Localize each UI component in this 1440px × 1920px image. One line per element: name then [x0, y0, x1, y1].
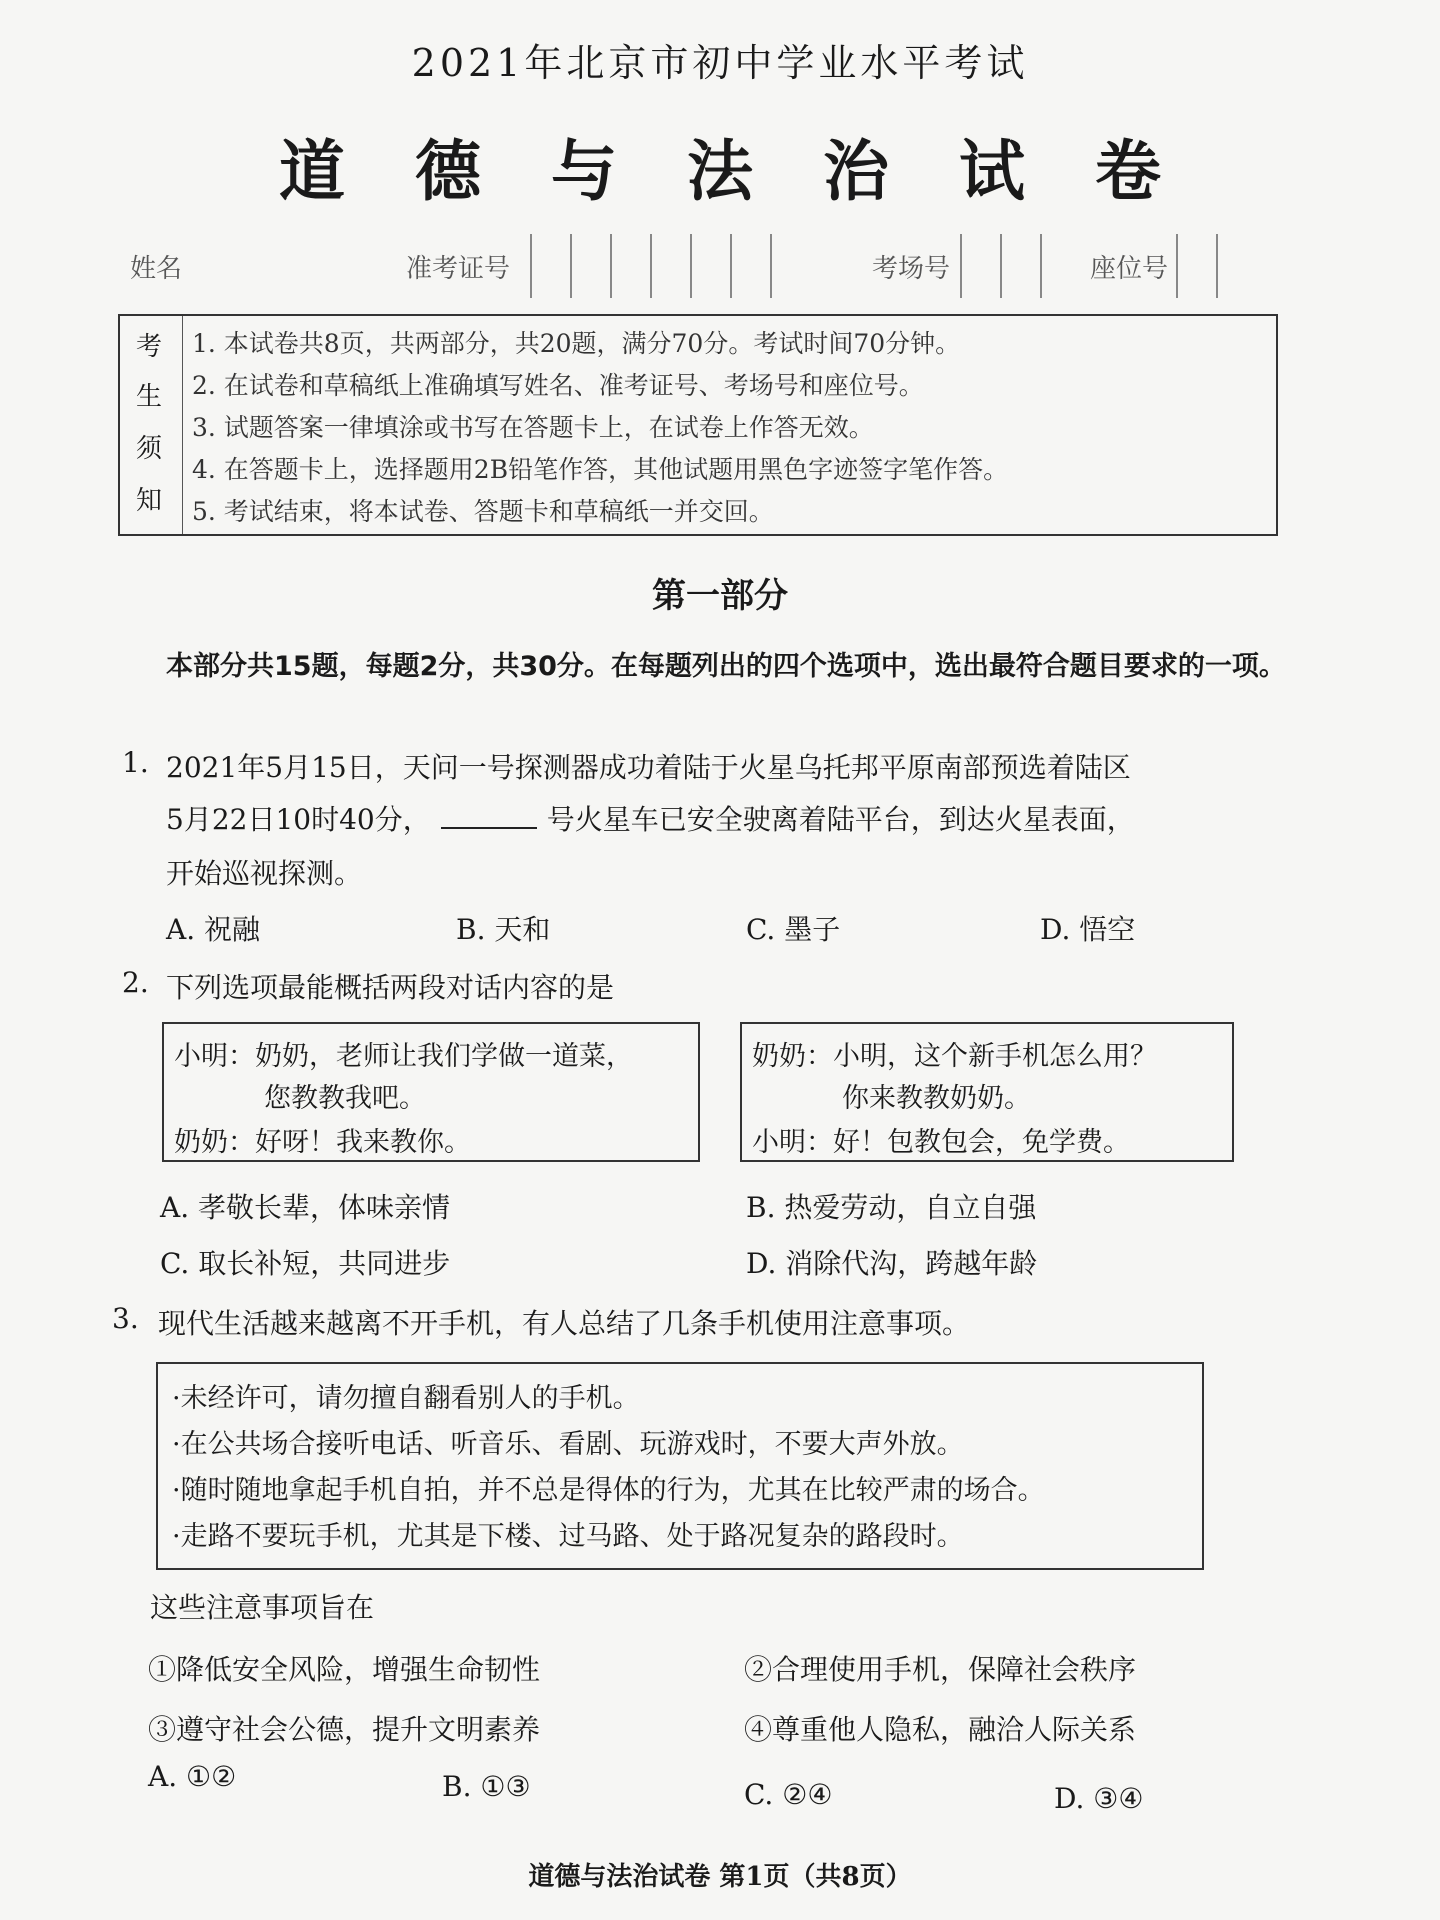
name-label: 姓名 [130, 254, 183, 284]
exam-id-box[interactable] [570, 234, 612, 298]
answer-blank [441, 805, 537, 829]
statement: ④尊重他人隐私，融洽人际关系 [744, 1713, 1137, 1746]
option[interactable]: D. 悟空 [1040, 913, 1136, 946]
exam-id-box[interactable] [650, 234, 692, 298]
room-box[interactable] [1000, 234, 1042, 298]
exam-title: 道德与法治试卷 [279, 132, 1231, 210]
seat-box[interactable] [1176, 234, 1218, 298]
part-heading: 第一部分 [652, 576, 788, 616]
option[interactable]: D. 消除代沟，跨越年龄 [746, 1247, 1038, 1280]
candidate-notice [118, 314, 1278, 536]
exam-id-box[interactable] [690, 234, 732, 298]
page-footer: 道德与法治试卷 第1页（共8页） [528, 1862, 912, 1892]
seat-label: 座位号 [1090, 254, 1169, 284]
notice-item: 3. 试题答案一律填涂或书写在答题卡上，在试卷上作答无效。 [192, 413, 874, 442]
dialog-box-right: 奶奶：小明，这个新手机怎么用？ 你来教教奶奶。 小明：好！包教包会，免学费。 [740, 1022, 1234, 1162]
option[interactable]: C. ②④ [744, 1778, 833, 1811]
phone-tips-box: ·未经许可，请勿擅自翻看别人的手机。 ·在公共场合接听电话、听音乐、看剧、玩游戏时，不要大声外放。 ·随时随地拿起手机自拍，并不总是得体的行为，尤其在比较严肃的场合。 ·走路不要玩手机，尤其是下楼、过马路、处于路况复杂的路段时。 [156, 1362, 1204, 1570]
question-stem: 5月22日10时40分， 号火星车已安全驶离着陆平台，到达火星表面， [166, 803, 1135, 836]
option[interactable]: B. 热爱劳动，自立自强 [746, 1191, 1037, 1224]
exam-id-label: 准考证号 [406, 254, 511, 284]
room-box[interactable] [960, 234, 1002, 298]
question-number: 1. [122, 746, 149, 779]
option[interactable]: A. 祝融 [166, 913, 261, 946]
question-stem: 2021年5月15日，天问一号探测器成功着陆于火星乌托邦平原南部预选着陆区 [166, 751, 1131, 784]
notice-side-label: 考 生 须 知 [120, 316, 183, 534]
notice-item: 1. 本试卷共8页，共两部分，共20题，满分70分。考试时间70分钟。 [192, 329, 961, 358]
question-stem: 现代生活越来越离不开手机，有人总结了几条手机使用注意事项。 [158, 1307, 971, 1340]
dialog-box-left: 小明：奶奶，老师让我们学做一道菜， 您教教我吧。 奶奶：好呀！我来教你。 [162, 1022, 700, 1162]
room-label: 考场号 [872, 254, 951, 284]
part-instructions: 本部分共15题，每题2分，共30分。在每题列出的四个选项中，选出最符合题目要求的一项。 [166, 651, 1286, 682]
exam-id-box[interactable] [530, 234, 572, 298]
statement: ③遵守社会公德，提升文明素养 [148, 1713, 541, 1746]
notice-item: 4. 在答题卡上，选择题用2B铅笔作答，其他试题用黑色字迹签字笔作答。 [192, 455, 1009, 484]
option[interactable]: A. 孝敬长辈，体味亲情 [160, 1191, 451, 1224]
option[interactable]: A. ①② [148, 1760, 237, 1793]
option[interactable]: C. 取长补短，共同进步 [160, 1247, 451, 1280]
question-prompt: 这些注意事项旨在 [150, 1591, 375, 1624]
exam-subtitle: 2021年北京市初中学业水平考试 [411, 41, 1029, 85]
option[interactable]: B. ①③ [442, 1770, 531, 1803]
option[interactable]: B. 天和 [456, 913, 551, 946]
question-stem: 下列选项最能概括两段对话内容的是 [166, 971, 615, 1004]
question-number: 3. [112, 1302, 139, 1335]
option[interactable]: C. 墨子 [746, 913, 841, 946]
notice-item: 5. 考试结束，将本试卷、答题卡和草稿纸一并交回。 [192, 497, 774, 526]
statement: ①降低安全风险，增强生命韧性 [148, 1653, 541, 1686]
question-number: 2. [122, 966, 149, 999]
question-stem: 开始巡视探测。 [166, 857, 363, 890]
option[interactable]: D. ③④ [1054, 1782, 1144, 1815]
exam-id-box[interactable] [610, 234, 652, 298]
notice-item: 2. 在试卷和草稿纸上准确填写姓名、准考证号、考场号和座位号。 [192, 371, 924, 400]
statement: ②合理使用手机，保障社会秩序 [744, 1653, 1137, 1686]
exam-id-box[interactable] [730, 234, 772, 298]
candidate-info-row [130, 232, 1260, 302]
